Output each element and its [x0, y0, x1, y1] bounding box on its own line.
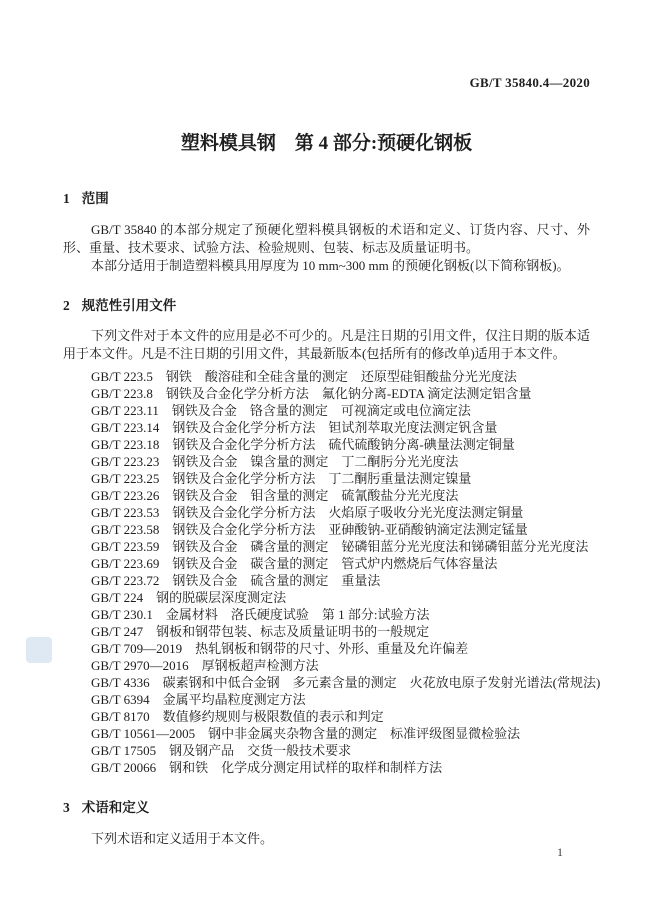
document-title: 塑料模具钢 第 4 部分:预硬化钢板: [180, 133, 473, 154]
reference-item: GB/T 223.58 钢铁及合金化学分析方法 亚砷酸钠-亚硝酸钠滴定法测定锰量: [91, 522, 528, 537]
reference-item: GB/T 223.18 钢铁及合金化学分析方法 硫代硫酸钠分离-碘量法测定铜量: [91, 437, 515, 452]
reference-item: GB/T 223.25 钢铁及合金化学分析方法 丁二酮肟重量法测定镍量: [91, 471, 472, 486]
reference-item: GB/T 10561—2005 钢中非金属夹杂物含量的测定 标准评级图显微检验法: [91, 726, 521, 741]
terms-intro-paragraph: 下列术语和定义适用于本文件。: [91, 831, 274, 846]
watermark-stamp: [26, 637, 52, 663]
scope-paragraph-1: GB/T 35840 的本部分规定了预硬化塑料模具钢板的术语和定义、订货内容、尺寸、外形、重量、技术要求、试验方法、检验规则、包装、标志及质量证明书。: [63, 222, 590, 255]
section-terms-definitions: [63, 799, 590, 848]
section-number: 2: [63, 298, 70, 313]
section-normative-references: [63, 297, 601, 776]
section-heading-references: [63, 297, 590, 314]
reference-item: GB/T 223.72 钢铁及合金 硫含量的测定 重量法: [91, 573, 381, 588]
scope-paragraph-2: 本部分适用于制造塑料模具用厚度为 10 mm~300 mm 的预硬化钢板(以下简称钢板)。: [91, 258, 570, 273]
section-heading-terms: [63, 799, 590, 816]
section-title: 术语和定义: [81, 800, 150, 815]
reference-item: GB/T 6394 金属平均晶粒度测定方法: [91, 692, 306, 707]
reference-item: GB/T 223.5 钢铁 酸溶硅和全硅含量的测定 还原型硅钼酸盐分光光度法: [91, 369, 517, 384]
section-scope: [63, 190, 590, 275]
reference-item: GB/T 223.8 钢铁及合金化学分析方法 氟化钠分离-EDTA 滴定法测定铝含量: [91, 386, 532, 401]
reference-item: GB/T 223.69 钢铁及合金 碳含量的测定 管式炉内燃烧后气体容量法: [91, 556, 498, 571]
section-number: 3: [63, 800, 70, 815]
reference-item: GB/T 4336 碳素钢和中低合金钢 多元素含量的测定 火花放电原子发射光谱法(常规法): [91, 675, 601, 690]
reference-item: GB/T 223.23 钢铁及合金 镍含量的测定 丁二酮肟分光光度法: [91, 454, 459, 469]
reference-item: GB/T 223.53 钢铁及合金化学分析方法 火焰原子吸收分光光度法测定铜量: [91, 505, 524, 520]
references-intro-paragraph: 下列文件对于本文件的应用是必不可少的。凡是注日期的引用文件，仅注日期的版本适用于本文件。凡是不注日期的引用文件，其最新版本(包括所有的修改单)适用于本文件。: [63, 328, 590, 361]
section-number: 1: [63, 191, 70, 206]
reference-item: GB/T 8170 数值修约规则与极限数值的表示和判定: [91, 709, 384, 724]
reference-item: GB/T 247 钢板和钢带包装、标志及质量证明书的一般规定: [91, 624, 430, 639]
reference-item: GB/T 223.11 钢铁及合金 铬含量的测定 可视滴定或电位滴定法: [91, 403, 471, 418]
reference-item: GB/T 230.1 金属材料 洛氏硬度试验 第 1 部分:试验方法: [91, 607, 430, 622]
section-heading-scope: [63, 190, 590, 207]
section-title: 范围: [81, 191, 109, 206]
section-title: 规范性引用文件: [81, 298, 177, 313]
reference-item: GB/T 2970—2016 厚钢板超声检测方法: [91, 658, 319, 673]
reference-list: [63, 368, 601, 776]
reference-item: GB/T 17505 钢及钢产品 交货一般技术要求: [91, 743, 352, 758]
reference-item: GB/T 224 钢的脱碳层深度测定法: [91, 590, 287, 605]
reference-item: GB/T 20066 钢和铁 化学成分测定用试样的取样和制样方法: [91, 760, 443, 775]
standard-code: GB/T 35840.4—2020: [469, 75, 590, 90]
page-number: 1: [557, 845, 563, 859]
reference-item: GB/T 223.14 钢铁及合金化学分析方法 钽试剂萃取光度法测定钒含量: [91, 420, 498, 435]
reference-item: GB/T 223.59 钢铁及合金 磷含量的测定 铋磷钼蓝分光光度法和锑磷钼蓝分光光度法: [91, 539, 589, 554]
reference-item: GB/T 223.26 钢铁及合金 钼含量的测定 硫氰酸盐分光光度法: [91, 488, 459, 503]
reference-item: GB/T 709—2019 热轧钢板和钢带的尺寸、外形、重量及允许偏差: [91, 641, 469, 656]
